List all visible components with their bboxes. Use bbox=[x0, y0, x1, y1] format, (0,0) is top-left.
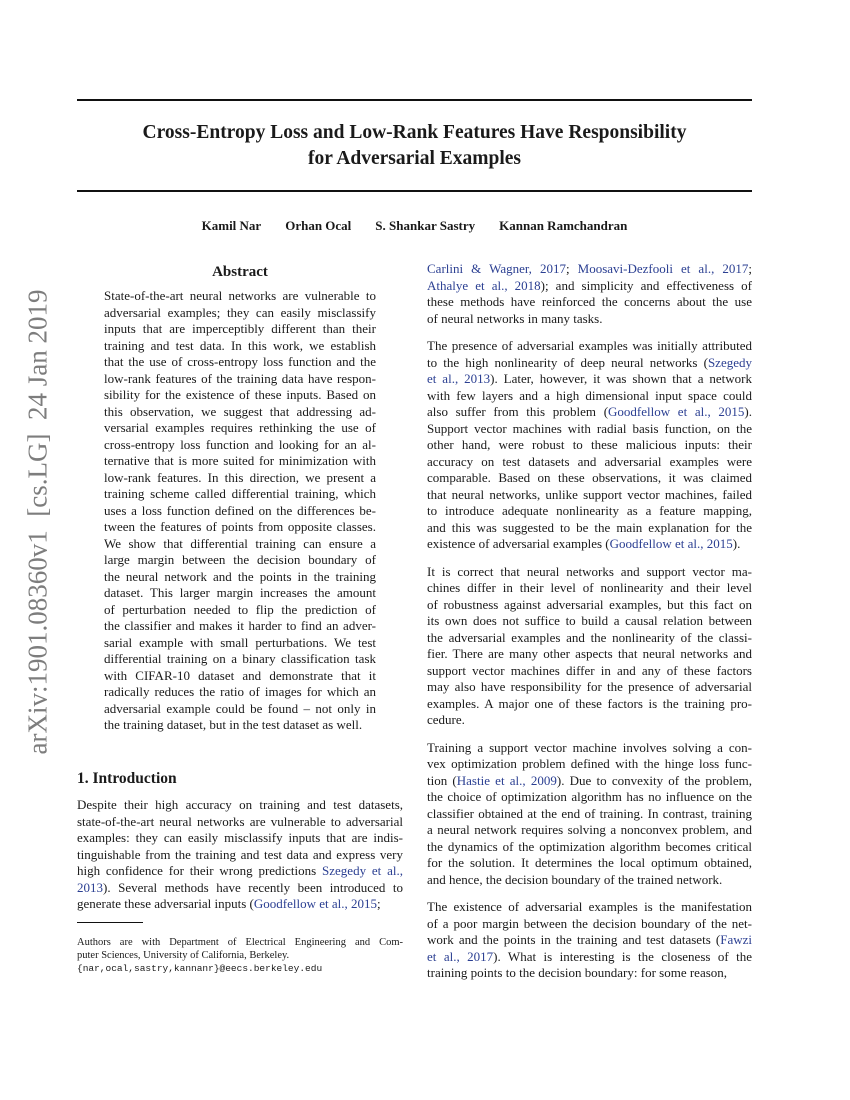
paragraph bbox=[427, 740, 752, 889]
author-list bbox=[77, 218, 752, 234]
text-line: may also have responsibility for the presence of adversarial bbox=[427, 679, 752, 694]
text-line: the dynamics of the optimization algorithm becomes critical bbox=[427, 838, 752, 854]
text-line: state-of-the-art neural networks are vulnerable to adversarial bbox=[77, 813, 403, 829]
text-line: Support vector machines with radial basis function, on the bbox=[427, 420, 752, 436]
text-line: for the solution. It determines the local optimum obtained, bbox=[427, 855, 752, 870]
text-line: fier. There are many other aspects that neural networks and bbox=[427, 646, 752, 661]
introduction-body bbox=[77, 797, 403, 924]
author: Orhan Ocal bbox=[285, 218, 352, 233]
author: Kamil Nar bbox=[201, 218, 262, 233]
text-line: cross-entropy loss function and looking for an al- bbox=[104, 436, 376, 452]
footnote-line: puter Sciences, University of California, Berkeley. bbox=[77, 950, 290, 961]
text-line: this observation, we suggest that addressing ad- bbox=[104, 403, 376, 419]
text-line: other hand, were robust to these malicious inputs: their bbox=[427, 437, 752, 452]
text-line: a neural network requires solving a nonconvex problem, and bbox=[427, 822, 752, 837]
text-line: large margin between the decision boundary of bbox=[104, 552, 376, 567]
citation-link[interactable]: Goodfellow et al., 2015 bbox=[608, 404, 745, 419]
text-line: uses a loss function defined on the differences be- bbox=[104, 502, 376, 518]
citation-link[interactable]: Athalye et al., 2018 bbox=[427, 277, 541, 293]
text-line: dataset. This larger margin increases the amount bbox=[104, 585, 376, 600]
text-line: training and test data. In this work, we establish bbox=[104, 337, 376, 353]
text-line: work and the points in the training and test datasets (Fawzi bbox=[427, 932, 752, 947]
paragraph bbox=[427, 564, 752, 729]
citation-link[interactable]: Hastie et al., 2009 bbox=[456, 772, 557, 788]
text-line: Despite their high accuracy on training and test datasets, bbox=[77, 797, 403, 812]
text-line: vex optimization problem defined with the hinge loss func- bbox=[427, 756, 752, 771]
text-line: The existence of adversarial examples is the manifestation bbox=[427, 899, 752, 914]
author: S. Shankar Sastry bbox=[375, 218, 476, 233]
title-bottom-rule bbox=[77, 190, 752, 192]
paragraph bbox=[427, 899, 752, 982]
footnote-rule bbox=[77, 922, 143, 923]
footnote-email: {nar,ocal,sastry,kannanr}@eecs.berkeley.edu bbox=[77, 963, 323, 974]
footnote-line: Authors are with Department of Electrical Engineering and Com- bbox=[77, 937, 403, 948]
text-line: these methods have reinforced the concerns about the use bbox=[427, 294, 752, 309]
text-line: that neural networks, unlike support vector machines, failed bbox=[427, 486, 752, 502]
text-line: Training a support vector machine involves solving a con- bbox=[427, 739, 752, 755]
text-line: examples: they can easily misclassify inputs that are indis- bbox=[77, 830, 403, 845]
paragraph bbox=[77, 797, 403, 913]
title-top-rule bbox=[77, 99, 752, 101]
text-line: to the high nonlinearity of deep neural networks (Szegedy bbox=[427, 354, 752, 370]
text-line: adversarial example could be found – not only in bbox=[104, 700, 376, 716]
text-line: to introduce adequate nonlinearity as a feature mapping, bbox=[427, 503, 752, 518]
text-line: that the use of cross-entropy loss function and the bbox=[104, 354, 376, 369]
text-line: existence of adversarial examples (Goodfellow et al., 2015). bbox=[427, 536, 741, 551]
citation-link[interactable]: et al., 2013 bbox=[427, 371, 491, 386]
author: Kannan Ramchandran bbox=[499, 218, 628, 233]
text-line: of perturbation needed to flip the prediction of bbox=[104, 601, 376, 617]
abstract-heading: Abstract bbox=[212, 264, 268, 280]
citation-link[interactable]: Carlini & Wagner, 2017 bbox=[427, 261, 566, 276]
text-line: sarial example with small perturbations. We test bbox=[104, 634, 376, 650]
text-line: the training dataset, but in the test dataset as well. bbox=[104, 717, 363, 732]
text-line: its own does not suffice to build a causal relation between bbox=[427, 613, 752, 628]
text-line: State-of-the-art neural networks are vulnerable to bbox=[104, 288, 376, 303]
text-line: versarial examples requires rethinking the use of bbox=[104, 420, 376, 435]
text-line: with CIFAR-10 dataset and demonstrate that it bbox=[104, 667, 376, 683]
text-line: comparable. Based on these observations, it was claimed bbox=[427, 470, 752, 485]
text-line: differential training on a binary classification task bbox=[104, 651, 376, 666]
text-line: high confidence for their wrong predictions Szegedy et al., bbox=[77, 863, 403, 878]
text-line: tion (Hastie et al., 2009). Due to convexity of the problem, bbox=[427, 772, 752, 788]
text-line: training points to the decision boundary: for some reason, bbox=[427, 965, 728, 980]
text-line: generate these adversarial inputs (Goodfellow et al., 2015; bbox=[77, 896, 381, 911]
text-line: Athalye et al., 2018); and simplicity and effectiveness of bbox=[427, 277, 752, 293]
text-line: support vector machines differ in and any of these factors bbox=[427, 662, 752, 678]
text-line: tinguishable from the training and test data and express very bbox=[77, 846, 403, 862]
citation-link[interactable]: Fawzi bbox=[720, 932, 752, 947]
text-line: and hence, the decision boundary of the trained network. bbox=[427, 871, 723, 887]
text-line: training scheme called differential training, which bbox=[104, 486, 376, 501]
citation-link[interactable]: Goodfellow et al., 2015 bbox=[253, 896, 377, 911]
text-line: et al., 2017). What is interesting is the closeness of the bbox=[427, 948, 753, 964]
text-line: cedure. bbox=[427, 712, 465, 727]
arxiv-identifier: arXiv:1901.08360v1 [cs.LG] 24 Jan 2019 bbox=[22, 289, 53, 755]
text-line: classifier obtained at the end of training. In contrast, training bbox=[427, 805, 752, 821]
text-line: low-rank features of the training data have respon- bbox=[104, 370, 376, 386]
text-line: et al., 2013). Later, however, it was shown that a network bbox=[427, 371, 753, 386]
citation-link[interactable]: 2013 bbox=[77, 879, 103, 895]
text-line: the neural network and the points in the training bbox=[104, 568, 376, 584]
text-line: of a poor margin between the decision boundary of the net- bbox=[427, 915, 752, 931]
text-line: tween the features of points from opposite classes. bbox=[104, 519, 376, 534]
text-line: examples. A major one of these factors is the training pro- bbox=[427, 695, 752, 711]
text-line: chines differ in their level of nonlinearity and their level bbox=[427, 580, 752, 595]
section-heading-introduction: 1. Introduction bbox=[77, 770, 177, 787]
text-line: 2013). Several methods have recently been introduced to bbox=[77, 879, 403, 895]
text-line: with few layers and a high dimensional input space could bbox=[427, 387, 752, 403]
paragraph bbox=[427, 338, 752, 553]
text-line: inputs that are imperceptibly different than their bbox=[104, 321, 376, 336]
title-line: Cross-Entropy Loss and Low-Rank Features Have Responsibility bbox=[142, 122, 687, 143]
text-line: ternative that is more suited for minimization with bbox=[104, 453, 376, 468]
citation-link[interactable]: Moosavi-Dezfooli et al., 2017 bbox=[577, 261, 749, 276]
citation-link[interactable]: Goodfellow et al., 2015 bbox=[609, 536, 733, 551]
text-line: radically reduces the ratio of images for which an bbox=[104, 684, 376, 699]
citation-link[interactable]: Szegedy bbox=[707, 354, 752, 370]
text-line: of neural networks in many tasks. bbox=[427, 310, 603, 326]
text-line: We show that differential training can ensure a bbox=[104, 535, 376, 551]
text-line: the choice of optimization algorithm has no influence on the bbox=[427, 789, 752, 804]
text-line: It is correct that neural networks and support vector ma- bbox=[427, 563, 752, 579]
right-column-body bbox=[427, 261, 752, 993]
text-line: The presence of adversarial examples was initially attributed bbox=[427, 338, 752, 353]
text-line: and this was suggested to be the main explanation for the bbox=[427, 519, 752, 535]
footnote bbox=[77, 936, 403, 975]
text-line: the classifier and makes it harder to find an adver- bbox=[104, 618, 376, 633]
paragraph bbox=[427, 261, 752, 327]
citation-link[interactable]: Szegedy et al., bbox=[322, 863, 403, 878]
text-line: sibility for the existence of these inputs. Based on bbox=[104, 387, 376, 402]
abstract-body bbox=[104, 288, 376, 745]
text-line: of robustness against adversarial examples, but this fact on bbox=[427, 596, 752, 612]
text-line: adversarial examples; they can easily misclassify bbox=[104, 304, 376, 320]
text-line: low-rank features. In this direction, we present a bbox=[104, 469, 376, 485]
text-line: also suffer from this problem (Goodfellow et al., 2015). bbox=[427, 404, 752, 419]
paper-title bbox=[77, 120, 752, 172]
paragraph bbox=[104, 288, 376, 734]
text-line: Carlini & Wagner, 2017; Moosavi-Dezfooli et al., 2017; bbox=[427, 261, 752, 276]
title-line: for Adversarial Examples bbox=[307, 148, 522, 169]
text-line: accuracy on test datasets and adversarial examples were bbox=[427, 453, 752, 469]
citation-link[interactable]: et al., 2017 bbox=[427, 948, 494, 964]
text-line: the adversarial examples and the nonlinearity of the classi- bbox=[427, 629, 752, 645]
